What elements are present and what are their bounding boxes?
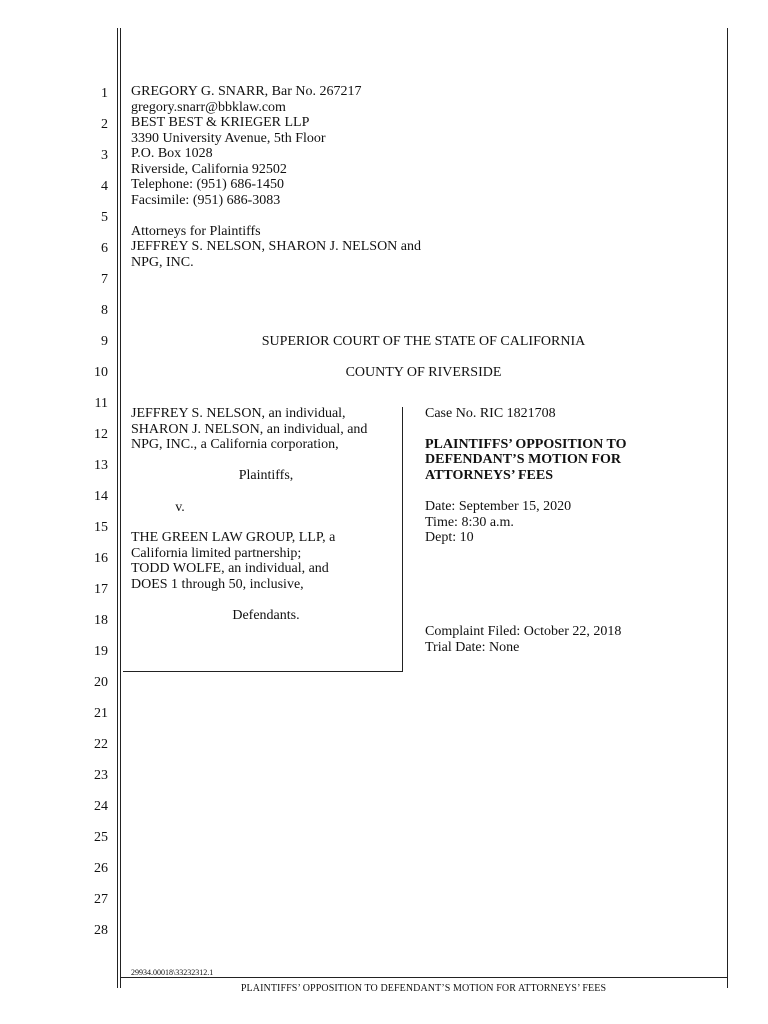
line-number: 15 xyxy=(94,520,108,535)
line-number: 20 xyxy=(94,675,108,690)
hearing-date: Date: September 15, 2020 xyxy=(425,499,572,514)
plaintiff-line: NPG, INC., a California corporation, xyxy=(131,437,339,452)
case-number: Case No. RIC 1821708 xyxy=(425,406,556,421)
plaintiffs-label: Plaintiffs, xyxy=(238,468,294,483)
caption-parties xyxy=(131,406,367,453)
document-title-line: DEFENDANT’S MOTION FOR xyxy=(425,452,622,467)
versus-label: v. xyxy=(175,500,185,515)
firm-address-street: 3390 University Avenue, 5th Floor xyxy=(131,130,326,146)
court-county: COUNTY OF RIVERSIDE xyxy=(345,365,502,380)
defendant-line: THE GREEN LAW GROUP, LLP, a xyxy=(131,530,336,545)
line-number: 5 xyxy=(101,210,108,225)
law-firm-name: BEST BEST & KRIEGER LLP xyxy=(131,115,310,130)
blank-line xyxy=(131,208,421,224)
hearing-dept: Dept: 10 xyxy=(425,530,474,545)
line-number: 7 xyxy=(101,272,108,287)
hearing-time: Time: 8:30 a.m. xyxy=(425,514,514,530)
defendant-line: TODD WOLFE, an individual, and xyxy=(131,561,329,576)
court-name: SUPERIOR COURT OF THE STATE OF CALIFORNIA xyxy=(261,334,586,349)
trial-date: Trial Date: None xyxy=(425,639,520,655)
caption-right-column xyxy=(425,406,626,483)
line-number: 27 xyxy=(94,892,108,907)
hearing-info xyxy=(425,499,571,546)
plaintiff-line: JEFFREY S. NELSON, an individual, xyxy=(131,406,346,421)
line-number: 22 xyxy=(94,737,108,752)
line-number: 14 xyxy=(94,489,108,504)
line-number: 28 xyxy=(94,923,108,938)
line-number: 25 xyxy=(94,830,108,845)
line-number: 11 xyxy=(94,396,108,411)
firm-telephone: Telephone: (951) 686-1450 xyxy=(131,177,284,192)
filing-info xyxy=(425,624,621,655)
line-number: 19 xyxy=(94,644,108,659)
line-number: 4 xyxy=(101,179,108,194)
line-number: 9 xyxy=(101,334,108,349)
line-number: 13 xyxy=(94,458,108,473)
document-title-line: ATTORNEYS’ FEES xyxy=(425,467,553,483)
attorney-block xyxy=(131,84,421,270)
line-number: 17 xyxy=(94,582,108,597)
attorney-name: GREGORY G. SNARR, Bar No. 267217 xyxy=(131,84,362,99)
attorneys-for-label: Attorneys for Plaintiffs xyxy=(131,223,261,239)
right-margin-rule xyxy=(727,28,728,988)
line-number: 24 xyxy=(94,799,108,814)
defendant-block xyxy=(131,530,335,592)
footer-title: PLAINTIFFS’ OPPOSITION TO DEFENDANT’S MOTION FOR ATTORNEYS’ FEES xyxy=(240,983,607,994)
defendant-line: California limited partnership; xyxy=(131,545,302,561)
line-number: 16 xyxy=(94,551,108,566)
line-number: 23 xyxy=(94,768,108,783)
line-number: 10 xyxy=(94,365,108,380)
firm-address-city: Riverside, California 92502 xyxy=(131,161,287,177)
defendant-line: DOES 1 through 50, inclusive, xyxy=(131,576,304,592)
client-names-line-2: NPG, INC. xyxy=(131,254,194,270)
line-number: 6 xyxy=(101,241,108,256)
client-names-line-1: JEFFREY S. NELSON, SHARON J. NELSON and xyxy=(131,239,422,254)
left-margin-rule-outer xyxy=(117,28,118,988)
plaintiff-line: SHARON J. NELSON, an individual, and xyxy=(131,421,368,437)
document-title-line: PLAINTIFFS’ OPPOSITION TO xyxy=(425,436,627,452)
line-number: 3 xyxy=(101,148,108,163)
line-number: 1 xyxy=(101,86,108,101)
line-number: 12 xyxy=(94,427,108,442)
line-number: 18 xyxy=(94,613,108,628)
complaint-filed: Complaint Filed: October 22, 2018 xyxy=(425,624,622,639)
line-number: 2 xyxy=(101,117,108,132)
firm-facsimile: Facsimile: (951) 686-3083 xyxy=(131,192,281,208)
firm-address-po-box: P.O. Box 1028 xyxy=(131,146,213,161)
spacer xyxy=(425,422,626,437)
line-number: 26 xyxy=(94,861,108,876)
attorney-email: gregory.snarr@bbklaw.com xyxy=(131,99,286,115)
line-number: 21 xyxy=(94,706,108,721)
line-number: 8 xyxy=(101,303,108,318)
defendants-label: Defendants. xyxy=(232,608,300,623)
document-id: 29934.00018\33232312.1 xyxy=(131,968,214,977)
